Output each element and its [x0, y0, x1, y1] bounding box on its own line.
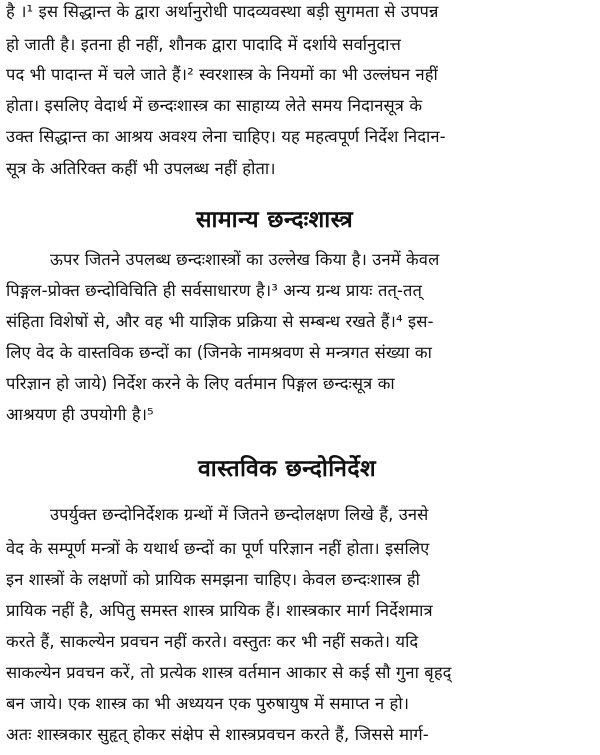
- text-line: ऊपर जितने उपलब्ध छन्दःशास्त्रों का उल्लेख किया है। उनमें केवल: [50, 250, 440, 269]
- text-line: सूत्र के अतिरिक्त कहीं भी उपलब्ध नहीं होता।: [6, 159, 276, 178]
- text-line: आश्रयण ही उपयोगी है।⁵: [6, 405, 154, 424]
- text-line: परिज्ञान हो जाये) निर्देश करने के लिए वर्तमान पिङ्गल छन्दःसूत्र का: [6, 374, 395, 393]
- text-line: होता। इसलिए वेदार्थ में छन्दःशास्त्र का साहाय्य लेते समय निदानसूत्र के: [6, 96, 423, 115]
- section-heading: सामान्य छन्दःशास्त्र: [196, 207, 354, 233]
- text-line: पद भी पादान्त में चले जाते हैं।² स्वरशास्त्र के नियमों का भी उल्लंघन नहीं: [6, 65, 438, 84]
- text-line: संहिता विशेषों से, और वह भी याज्ञिक प्रक्रिया से सम्बन्ध रखते हैं।⁴ इस-: [6, 312, 434, 331]
- text-line: बन जाये। एक शास्त्र का भी अध्ययन एक पुरुषायुष में समाप्त न हो।: [6, 694, 410, 713]
- text-line: करते हैं, साकल्येन प्रवचन नहीं करते। वस्तुतः कर भी नहीं सकते। यदि: [6, 632, 419, 651]
- text-line: साकल्येन प्रवचन करें, तो प्रत्येक शास्त्र वर्तमान आकार से कई सौ गुना बृहद्: [6, 663, 452, 682]
- text-line: उपर्युक्त छन्दोनिर्देशक ग्रन्थों में जितने छन्दोलक्षण लिखे हैं, उनसे: [50, 505, 429, 524]
- text-line: उक्त सिद्धान्त का आश्रय अवश्य लेना चाहिए। यह महत्वपूर्ण निर्देश निदान-: [6, 127, 446, 146]
- section-heading: वास्तविक छन्दोनिर्देश: [198, 456, 376, 482]
- text-line: हो जाती है। इतना ही नहीं, शौनक द्वारा पादादि में दर्शाये सर्वानुदात्त: [6, 35, 402, 54]
- text-line: लिए वेद के वास्तविक छन्दों का (जिनके नामश्रवण से मन्त्रगत संख्या का: [6, 343, 432, 362]
- text-line: है ।¹ इस सिद्धान्त के द्वारा अर्थानुरोधी पादव्यवस्था बड़ी सुगमता से उपपन्न: [6, 2, 439, 21]
- text-line: वेद के सम्पूर्ण मन्त्रों के यथार्थ छन्दों का पूर्ण परिज्ञान नहीं होता। इसलिए: [6, 539, 430, 558]
- text-line: इन शास्त्रों के लक्षणों को प्रायिक समझना चाहिए। केवल छन्दःशास्त्र ही: [6, 570, 421, 589]
- text-line: प्रायिक नहीं है, अपितु समस्त शास्त्र प्रायिक हैं। शास्त्रकार मार्ग निर्देशमात्र: [6, 601, 433, 620]
- text-line: अतः शास्त्रकार सुहृत् होकर संक्षेप से शास्त्रप्रवचन करते हैं, जिससे मार्ग-: [6, 725, 429, 744]
- text-line: पिङ्गल-प्रोक्त छन्दोविचिति ही सर्वसाधारण है।³ अन्य ग्रन्थ प्रायः तत्-तत्: [6, 281, 423, 300]
